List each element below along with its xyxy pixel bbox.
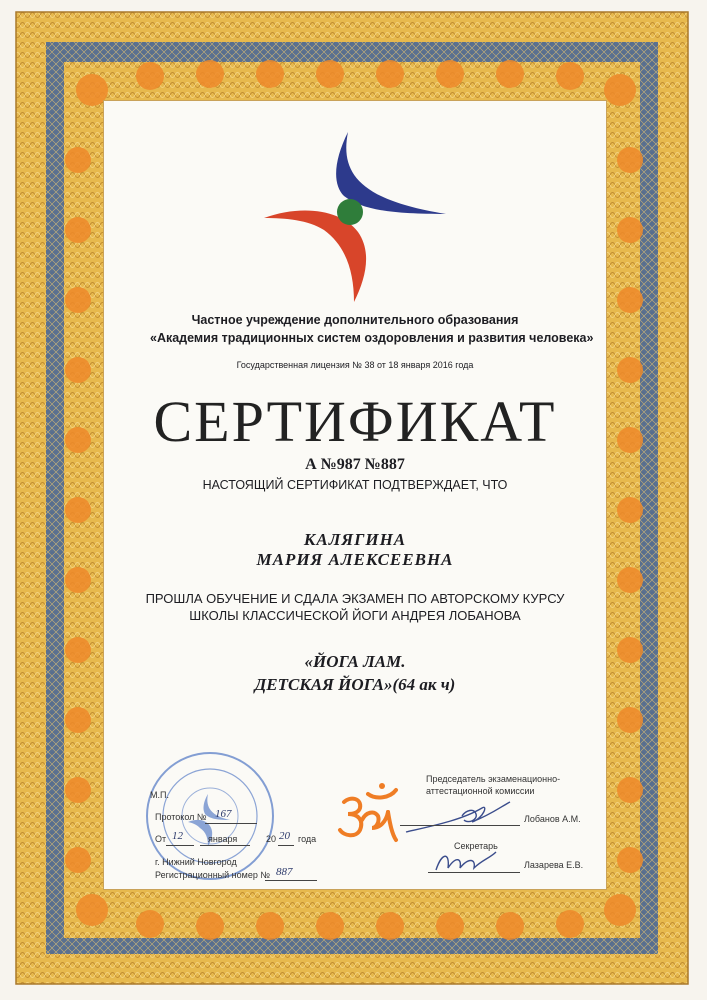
registration-label: Регистрационный номер № xyxy=(155,870,271,880)
year-label: года xyxy=(298,834,317,844)
recipient-surname: КАЛЯГИНА xyxy=(303,530,407,549)
protocol-number-line xyxy=(205,823,257,824)
city-text: г. Нижний Новгород xyxy=(155,857,237,867)
chair-signature xyxy=(402,796,522,836)
date-from-label: От xyxy=(155,834,167,844)
academy-logo xyxy=(262,122,448,304)
year-suffix: 20 xyxy=(279,830,290,842)
organization-name-line2: «Академия традиционных систем оздоровления и развития человека» xyxy=(150,331,594,345)
stamp-place-label: М.П. xyxy=(150,790,169,800)
recipient-given-names: МАРИЯ АЛЕКСЕЕВНА xyxy=(256,550,454,569)
date-month: января xyxy=(208,834,238,844)
registration-number: 887 xyxy=(276,866,293,878)
course-description-line2: ШКОЛЫ КЛАССИЧЕСКОЙ ЙОГИ АНДРЕЯ ЛОБАНОВА xyxy=(189,608,521,623)
confirmation-text: НАСТОЯЩИЙ СЕРТИФИКАТ ПОДТВЕРЖДАЕТ, ЧТО xyxy=(202,478,508,492)
program-title-line1: «ЙОГА ЛАМ. xyxy=(304,652,406,671)
registration-line xyxy=(265,880,317,881)
date-day: 12 xyxy=(172,830,183,842)
chair-title-line2: аттестационной комиссии xyxy=(426,786,535,796)
year-line xyxy=(278,845,294,846)
certificate-title: СЕРТИФИКАТ xyxy=(153,389,557,454)
secretary-title: Секретарь xyxy=(454,841,498,851)
year-prefix: 20 xyxy=(266,834,277,844)
protocol-label: Протокол № xyxy=(155,812,207,822)
certificate-number: А №987 №887 xyxy=(305,456,405,473)
organization-name-line1: Частное учреждение дополнительного образования xyxy=(191,313,519,327)
chair-title-line1: Председатель экзаменационно- xyxy=(426,774,561,784)
chair-signature-line xyxy=(400,825,520,826)
license-text: Государственная лицензия № 38 от 18 января 2016 года xyxy=(236,360,474,370)
day-line xyxy=(166,845,194,846)
secretary-signature-line xyxy=(428,872,520,873)
om-symbol-icon xyxy=(336,782,406,844)
secretary-name: Лазарева Е.В. xyxy=(524,860,584,870)
program-title-line2: ДЕТСКАЯ ЙОГА»(64 ак ч) xyxy=(254,675,456,694)
protocol-number: 167 xyxy=(215,808,232,820)
chair-name: Лобанов А.М. xyxy=(524,814,581,824)
month-line xyxy=(200,845,250,846)
course-description-line1: ПРОШЛА ОБУЧЕНИЕ И СДАЛА ЭКЗАМЕН ПО АВТОРСКОМУ КУРСУ xyxy=(145,591,565,606)
